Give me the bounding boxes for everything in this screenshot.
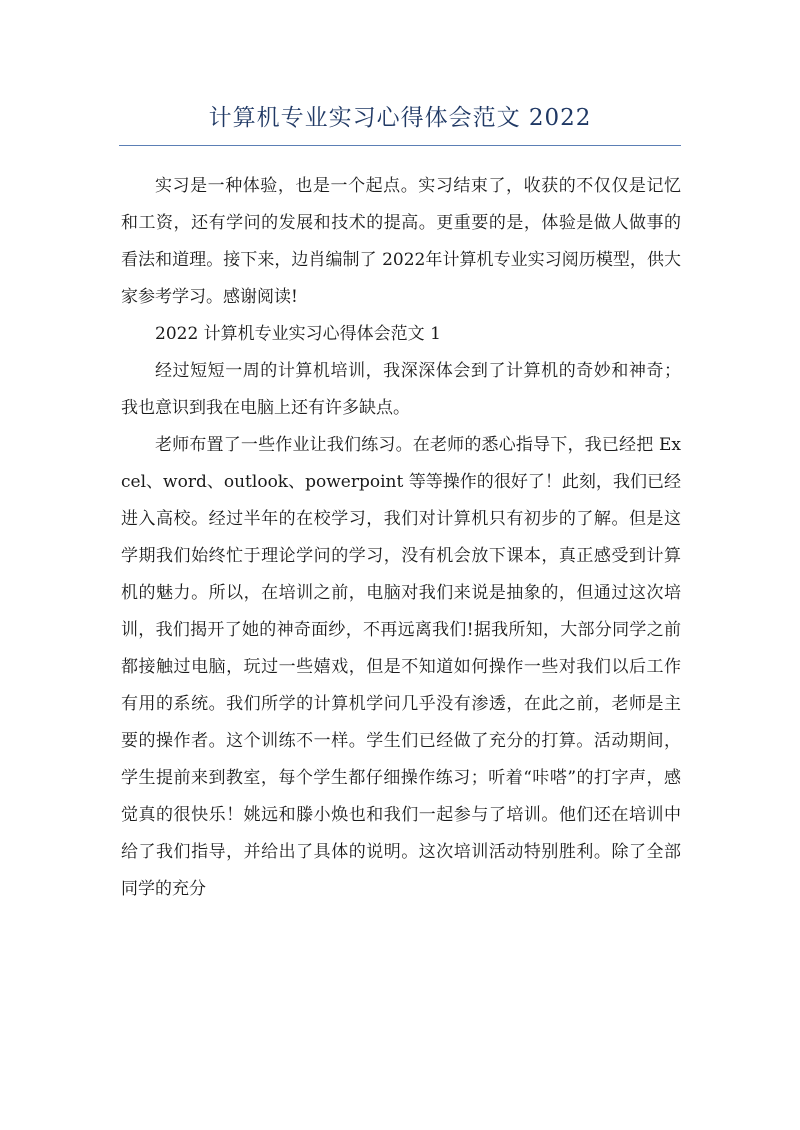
body-paragraph: 老师布置了一些作业让我们练习。在老师的悉心指导下，我已经把 Excel、word、outlook、powerpoint 等等操作的很好了！此刻，我们已经进入高校。经过半年的在校学习，我们对计算机只有初步的了解。但是这学期我们始终忙于理论学问的学习，没有机会放下课本，真正感受到计算机的魅力。所以，在培训之前，电脑对我们来说是抽象的，但通过这次培训，我们揭开了她的神奇面纱，不再远离我们!据我所知，大部分同学之前都接触过电脑，玩过一些嬉戏，但是不知道如何操作一些对我们以后工作有用的系统。我们所学的计算机学问几乎没有渗透，在此之前，老师是主要的操作者。这个训练不一样。学生们已经做了充分的打算。活动期间，学生提前来到教室，每个学生都仔细操作练习；听着“咔嗒”的打字声，感觉真的很快乐！姚远和滕小焕也和我们一起参与了培训。他们还在培训中给了我们指导，并给出了具体的说明。这次培训活动特别胜利。除了全部同学的充分 — [121, 435, 681, 899]
intro-paragraph: 实习是一种体验，也是一个起点。实习结束了，收获的不仅仅是记忆和工资，还有学问的发展和技术的提高。更重要的是，体验是做人做事的看法和道理。接下来，边肖编制了 2022年计算机专业实习阅历模型，供大家参考学习。感谢阅读! — [121, 176, 681, 307]
document-title: 计算机专业实习心得体会范文 2022 — [208, 105, 592, 131]
document-body — [121, 168, 681, 908]
section-heading: 2022 计算机专业实习心得体会范文 1 — [155, 324, 441, 344]
title-underline — [119, 145, 681, 146]
body-paragraph: 经过短短一周的计算机培训，我深深体会到了计算机的奇妙和神奇；我也意识到我在电脑上还有许多缺点。 — [121, 361, 681, 418]
